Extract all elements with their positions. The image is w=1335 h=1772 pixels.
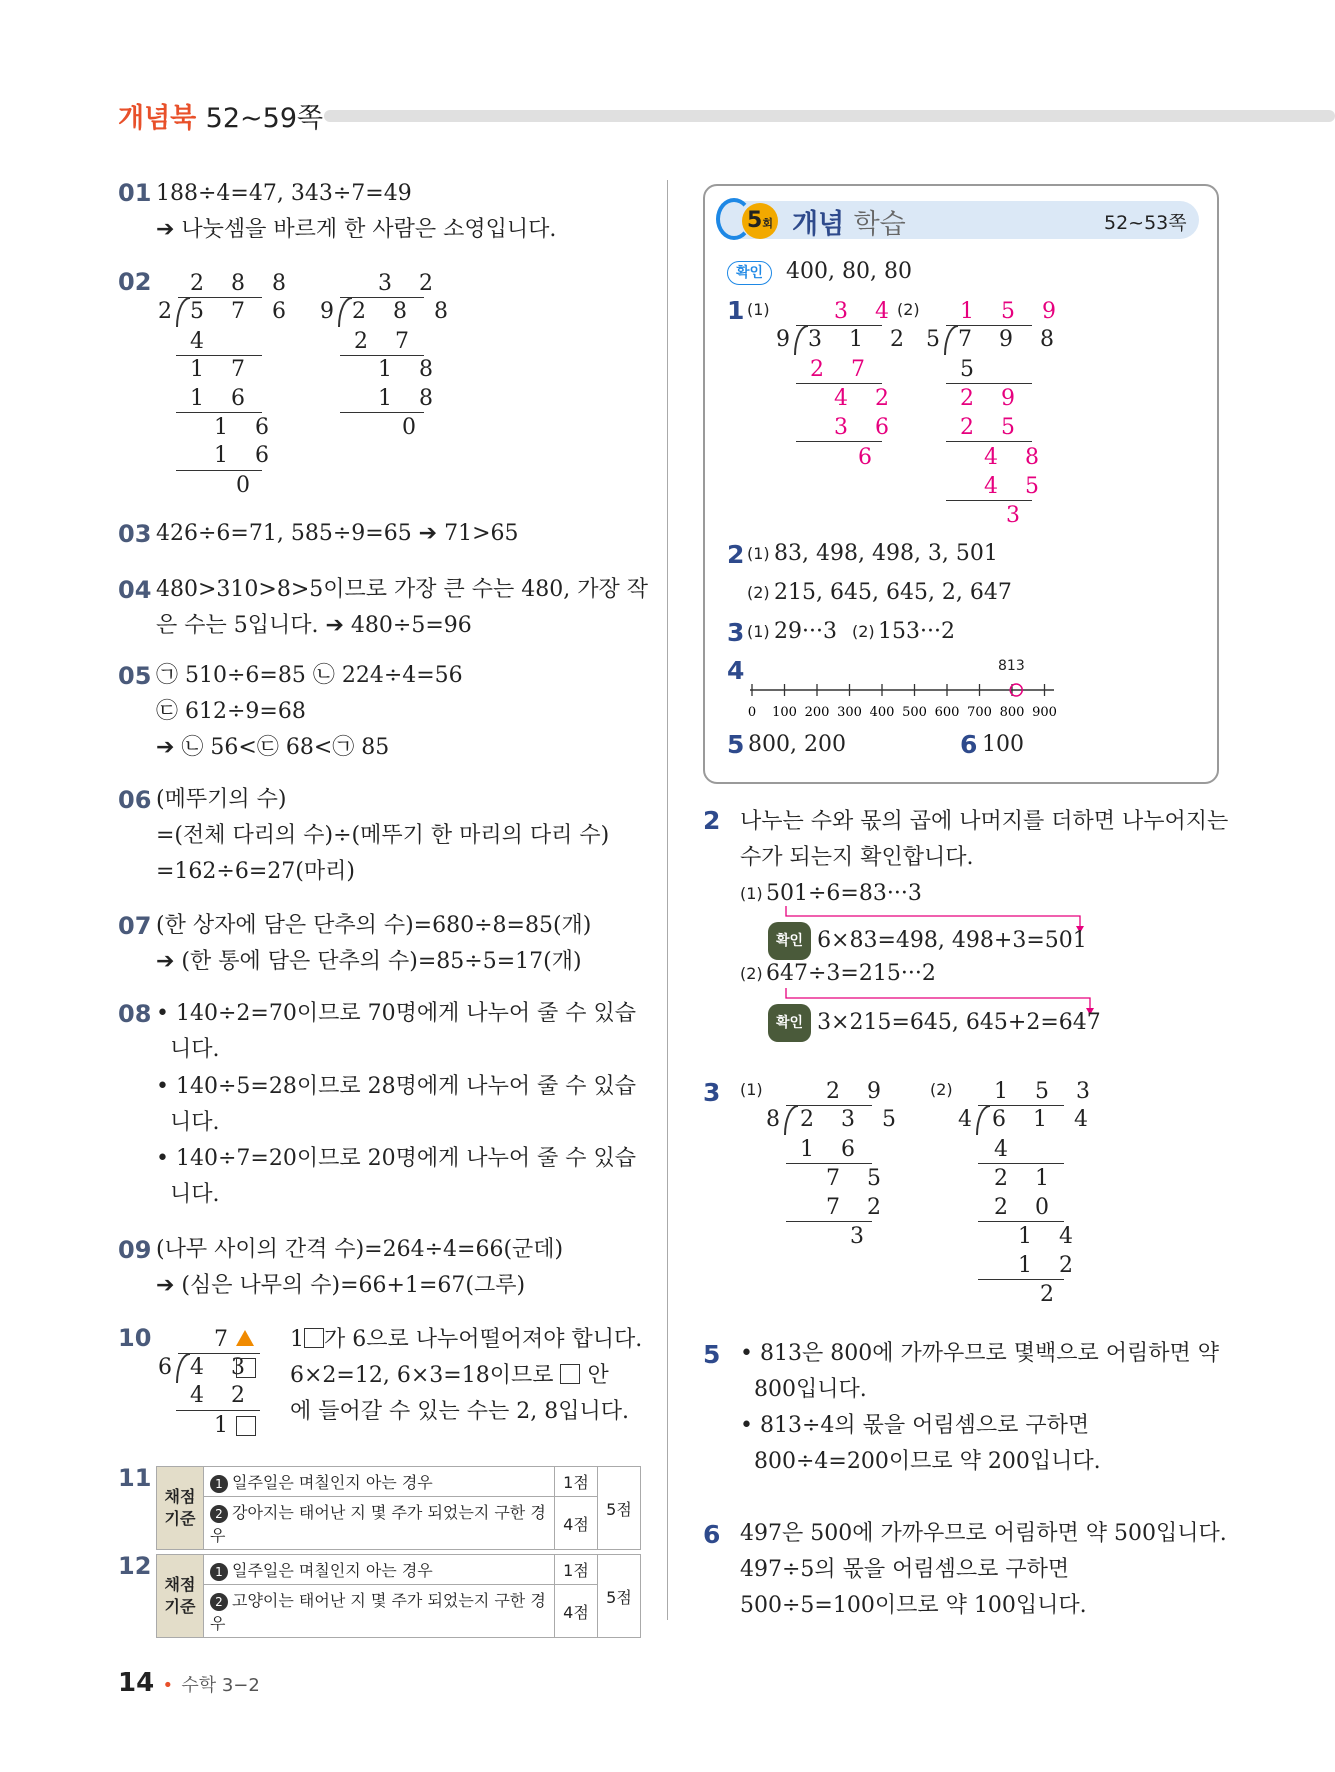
r3b-row4: 1 4 <box>1018 1224 1083 1249</box>
p2-num: 2 <box>727 540 745 569</box>
p1a-line2 <box>796 441 882 442</box>
r2-check1-val: 6×83=498, 498+3=501 <box>817 928 1087 953</box>
q09-num: 09 <box>118 1236 152 1264</box>
q07-num: 07 <box>118 912 152 940</box>
p2-line1: 83, 498, 498, 3, 501 <box>774 541 998 566</box>
criterion-1 <box>204 1555 555 1585</box>
footer <box>118 1668 260 1698</box>
q02b-dividend: 2 8 8 <box>352 299 458 324</box>
r2-num: 2 <box>703 806 721 835</box>
q06-line1: (메뚜기의 수) <box>156 787 287 812</box>
r3b-row2: 2 1 <box>994 1166 1059 1191</box>
number-line-tick-label: 600 <box>934 705 960 720</box>
q06-num: 06 <box>118 786 152 814</box>
q05-line2: ㉢ 612÷9=68 <box>156 699 306 724</box>
p4-marker-label: 813 <box>998 658 1025 674</box>
criterion-2-points: 4점 <box>555 1585 598 1638</box>
round-number: 5 <box>747 208 763 233</box>
p1b-row5: 4 5 <box>984 474 1049 499</box>
q11-scoring-table <box>156 1466 641 1550</box>
p2-sub1: (1) <box>747 544 770 563</box>
q02b-divisor: 9 <box>320 299 344 324</box>
q05-line1: ㉠ 510÷6=85 ㉡ 224÷4=56 <box>156 663 463 688</box>
r2-sub2: (2) <box>740 964 763 983</box>
box-title <box>792 202 906 241</box>
p3-sub1: (1) <box>747 622 770 641</box>
q02a-line3 <box>176 470 262 471</box>
r2-sub1: (1) <box>740 884 763 903</box>
q07-line1: (한 상자에 담은 단추의 수)=680÷8=85(개) <box>156 913 592 938</box>
r3b-quotient: 1 5 3 <box>994 1079 1100 1104</box>
r3-sub2: (2) <box>930 1080 953 1099</box>
p2-sub2: (2) <box>747 583 770 602</box>
q10-divisor: 6 <box>158 1355 182 1380</box>
r6-line3: 500÷5=100이므로 약 100입니다. <box>740 1593 1087 1618</box>
q08-b3a: • 140÷7=20이므로 20명에게 나누어 줄 수 있습 <box>156 1146 637 1171</box>
q02b-line2 <box>340 412 424 413</box>
header-pages: 52~59쪽 <box>205 103 324 134</box>
q02a-row5: 1 6 <box>214 443 279 468</box>
q10-text3: 에 들어갈 수 있는 수는 2, 8입니다. <box>290 1399 629 1424</box>
q06-line2: =(전체 다리의 수)÷(메뚜기 한 마리의 다리 수) <box>156 823 610 848</box>
p1a-row3: 3 6 <box>834 415 899 440</box>
criterion-2-points: 4점 <box>555 1497 598 1550</box>
q09-line2: ➔ (심은 나무의 수)=66+1=67(그루) <box>156 1273 526 1298</box>
p3-num: 3 <box>727 618 745 647</box>
r3a-divisor: 8 <box>766 1107 790 1132</box>
q12-scoring-table <box>156 1554 641 1638</box>
q04-line2: 은 수는 5입니다. ➔ 480÷5=96 <box>156 613 472 638</box>
r2-line2: 수가 되는지 확인합니다. <box>740 845 974 870</box>
r6-line1: 497은 500에 가까우므로 어림하면 약 500입니다. <box>740 1521 1227 1546</box>
r3a-dividend: 2 3 5 <box>800 1107 906 1132</box>
q08-b1b: 니다. <box>170 1037 220 1062</box>
p5-val: 800, 200 <box>748 732 846 757</box>
q07-line2: ➔ (한 통에 담은 단추의 수)=85÷5=17(개) <box>156 949 582 974</box>
number-line-tick-label: 900 <box>1032 705 1057 720</box>
page-number: 14 <box>118 1668 155 1698</box>
circle-1-icon: 1 <box>210 1475 228 1493</box>
number-line-tick-label: 0 <box>747 705 757 720</box>
number-line-tick-label: 300 <box>837 705 862 720</box>
q02a-line2 <box>176 412 262 413</box>
p6-num: 6 <box>960 730 978 759</box>
footer-subject: 수학 3−2 <box>181 1675 260 1696</box>
total-points: 5점 <box>598 1555 641 1638</box>
header-book: 개념북 <box>118 103 197 134</box>
q11-num: 11 <box>118 1464 152 1492</box>
p2-line2: 215, 645, 645, 2, 647 <box>774 580 1012 605</box>
q08-b1a: • 140÷2=70이므로 70명에게 나누어 줄 수 있습 <box>156 1001 637 1026</box>
p1a-row4: 6 <box>858 445 882 470</box>
p1-sub1: (1) <box>747 300 770 319</box>
r2-eq2: 647÷3=215···2 <box>766 961 936 986</box>
q10-quotient: 7 <box>214 1327 238 1352</box>
blank-box-icon <box>236 1358 256 1378</box>
q05-num: 05 <box>118 662 152 690</box>
p6-val: 100 <box>982 732 1024 757</box>
check-badge: 확인 <box>768 1004 811 1042</box>
q12-num: 12 <box>118 1552 152 1580</box>
p3-val2: 153···2 <box>878 619 955 644</box>
criterion-2-text: 고양이는 태어난 지 몇 주가 되었는지 구한 경우 <box>210 1591 546 1633</box>
q02b-row1: 2 7 <box>354 329 419 354</box>
box-title-1: 개념 <box>792 209 845 240</box>
r5-num: 5 <box>703 1340 721 1369</box>
p1b-quotient: 1 5 9 <box>960 299 1066 324</box>
number-line-tick-label: 700 <box>967 705 992 720</box>
q08-b2a: • 140÷5=28이므로 28명에게 나누어 줄 수 있습 <box>156 1074 637 1099</box>
r3b-row1: 4 <box>994 1137 1018 1162</box>
r3a-row3: 7 2 <box>826 1195 891 1220</box>
r3b-dividend: 6 1 4 <box>992 1107 1098 1132</box>
p1a-quotient: 3 4 <box>834 299 899 324</box>
q02b-row2: 1 8 <box>378 357 443 382</box>
q05-line3: ➔ ㉡ 56<㉢ 68<㉠ 85 <box>156 735 390 760</box>
round-circle <box>742 203 778 239</box>
q02a-row3: 1 6 <box>190 386 255 411</box>
p1a-row1: 2 7 <box>810 357 875 382</box>
q10-text2-b: 안 <box>587 1363 609 1388</box>
criterion-2 <box>204 1497 555 1550</box>
q02b-quotient: 3 2 <box>378 271 443 296</box>
scoring-label-2: 기준 <box>164 1597 196 1616</box>
r3b-row6: 2 <box>1040 1282 1064 1307</box>
p1b-divisor: 5 <box>926 327 950 352</box>
scoring-label-2: 기준 <box>164 1509 196 1528</box>
box-title-2: 학습 <box>853 209 906 240</box>
number-line-tick-label: 100 <box>772 705 797 720</box>
p1b-line2 <box>946 441 1032 442</box>
number-line <box>740 672 1060 722</box>
p1a-dividend: 3 1 2 <box>808 327 914 352</box>
r3a-quotient: 2 9 <box>826 1079 891 1104</box>
p1-num: 1 <box>727 296 745 325</box>
q02a-dividend: 5 7 6 <box>190 299 296 324</box>
q10-text1-a: 1 <box>290 1327 304 1352</box>
p1b-dividend: 7 9 8 <box>958 327 1064 352</box>
criterion-1-points: 1점 <box>555 1555 598 1585</box>
number-line-tick-label: 400 <box>869 705 895 720</box>
r2-check2 <box>768 1004 1101 1042</box>
scoring-label <box>157 1467 204 1550</box>
q02-num: 02 <box>118 268 152 296</box>
r3a-line1 <box>786 1163 872 1164</box>
r2-line1: 나누는 수와 몫의 곱에 나머지를 더하면 나누어지는 <box>740 809 1229 834</box>
p1b-row4: 4 8 <box>984 445 1049 470</box>
r2-check1 <box>768 922 1087 960</box>
q09-line1: (나무 사이의 간격 수)=264÷4=66(군데) <box>156 1237 564 1262</box>
blank-box-icon <box>304 1328 324 1348</box>
r2-check2-val: 3×215=645, 645+2=647 <box>817 1010 1101 1035</box>
header-rule <box>324 110 1335 122</box>
p1b-row3: 2 5 <box>960 415 1025 440</box>
r3b-divisor: 4 <box>958 1107 982 1132</box>
chapter-header <box>118 96 323 135</box>
r5-line3: • 813÷4의 몫을 어림셈으로 구하면 <box>740 1413 1090 1438</box>
q10-row1: 4 2 <box>190 1383 255 1408</box>
footer-dot: • <box>162 1675 174 1696</box>
r3b-row5: 1 2 <box>1018 1253 1083 1278</box>
q04-num: 04 <box>118 576 152 604</box>
q01-line1: 188÷4=47, 343÷7=49 <box>156 181 412 206</box>
p5-num: 5 <box>727 730 745 759</box>
q02b-row4: 0 <box>402 415 426 440</box>
q01-num: 01 <box>118 179 152 207</box>
criterion-1-text: 일주일은 며칠인지 아는 경우 <box>232 1561 433 1580</box>
q02b-row3: 1 8 <box>378 386 443 411</box>
p1-sub2: (2) <box>897 300 920 319</box>
q03-line1: 426÷6=71, 585÷9=65 ➔ 71>65 <box>156 521 519 546</box>
r3a-row2: 7 5 <box>826 1166 891 1191</box>
r3a-row1: 1 6 <box>800 1137 865 1162</box>
r3a-row4: 3 <box>850 1224 874 1249</box>
p1a-row2: 4 2 <box>834 386 899 411</box>
scoring-label-1: 채점 <box>164 1575 196 1594</box>
number-line-tick-label: 200 <box>804 705 830 720</box>
q02a-row2: 1 7 <box>190 357 255 382</box>
q08-b2b: 니다. <box>170 1110 220 1135</box>
q10-text1 <box>290 1322 642 1358</box>
q02a-row4: 1 6 <box>214 415 279 440</box>
criterion-1-points: 1점 <box>555 1467 598 1497</box>
p3-sub2: (2) <box>852 622 875 641</box>
q10-text1-b: 가 6으로 나누어떨어져야 합니다. <box>324 1327 643 1352</box>
q10-row2: 1 <box>214 1413 238 1438</box>
box-pages: 52~53쪽 <box>1104 212 1187 234</box>
criterion-1-text: 일주일은 며칠인지 아는 경우 <box>232 1473 433 1492</box>
criterion-1 <box>204 1467 555 1497</box>
q06-line3: =162÷6=27(마리) <box>156 859 355 884</box>
scoring-label <box>157 1555 204 1638</box>
p1b-row1: 5 <box>960 357 984 382</box>
p1b-line3 <box>946 500 1032 501</box>
triangle-icon <box>236 1330 254 1346</box>
q04-line1: 480>310>8>5이므로 가장 큰 수는 480, 가장 작 <box>156 577 648 602</box>
r5-line2: 800입니다. <box>754 1377 867 1402</box>
circle-2-icon: 2 <box>210 1593 228 1611</box>
scoring-label-1: 채점 <box>164 1487 196 1506</box>
r3-sub1: (1) <box>740 1080 763 1099</box>
q02a-row1: 4 <box>190 329 214 354</box>
q08-num: 08 <box>118 1000 152 1028</box>
r6-line2: 497÷5의 몫을 어림셈으로 구하면 <box>740 1557 1070 1582</box>
number-line-tick-label: 800 <box>999 705 1025 720</box>
r3-num: 3 <box>703 1078 721 1107</box>
number-line-tick-label: 500 <box>902 705 927 720</box>
p1b-row6: 3 <box>1006 503 1030 528</box>
r6-num: 6 <box>703 1520 721 1549</box>
r2-eq1: 501÷6=83···3 <box>766 881 922 906</box>
check-pill: 확인 <box>727 261 772 285</box>
round-unit: 회 <box>762 217 773 230</box>
q01-line2: ➔ 나눗셈을 바르게 한 사람은 소영입니다. <box>156 217 557 242</box>
check-badge: 확인 <box>768 922 811 960</box>
q10-num: 10 <box>118 1324 152 1352</box>
p1b-row2: 2 9 <box>960 386 1025 411</box>
blank-box-icon <box>236 1416 256 1436</box>
q10-text2-a: 6×2=12, 6×3=18이므로 <box>290 1363 554 1388</box>
r3b-row3: 2 0 <box>994 1195 1059 1220</box>
r5-line4: 800÷4=200이므로 약 200입니다. <box>754 1449 1101 1474</box>
p1a-line1 <box>796 383 882 384</box>
q10-text2 <box>290 1358 609 1394</box>
q02a-row6: 0 <box>236 473 260 498</box>
q03-num: 03 <box>118 520 152 548</box>
total-points: 5점 <box>598 1467 641 1550</box>
p4-num: 4 <box>727 656 745 685</box>
q02a-divisor: 2 <box>158 299 182 324</box>
criterion-2-text: 강아지는 태어난 지 몇 주가 되었는지 구한 경우 <box>210 1503 546 1545</box>
r3b-line1 <box>978 1163 1064 1164</box>
q08-b3b: 니다. <box>170 1182 220 1207</box>
check-values: 400, 80, 80 <box>786 259 912 284</box>
r3a-line2 <box>786 1221 872 1222</box>
circle-1-icon: 1 <box>210 1563 228 1581</box>
r5-line1: • 813은 800에 가까우므로 몇백으로 어림하면 약 <box>740 1341 1219 1366</box>
p3-val1: 29···3 <box>774 619 837 644</box>
q10-dividend: 4 3 <box>190 1355 255 1380</box>
criterion-2 <box>204 1585 555 1638</box>
q02a-quotient: 2 8 8 <box>190 271 296 296</box>
r3b-line2 <box>978 1221 1064 1222</box>
q10-line1 <box>176 1410 260 1411</box>
column-divider <box>667 180 668 1620</box>
r3b-line3 <box>978 1279 1064 1280</box>
p1b-line1 <box>946 383 1032 384</box>
blank-box-icon <box>560 1364 580 1384</box>
p1a-divisor: 9 <box>776 327 800 352</box>
circle-2-icon: 2 <box>210 1505 228 1523</box>
